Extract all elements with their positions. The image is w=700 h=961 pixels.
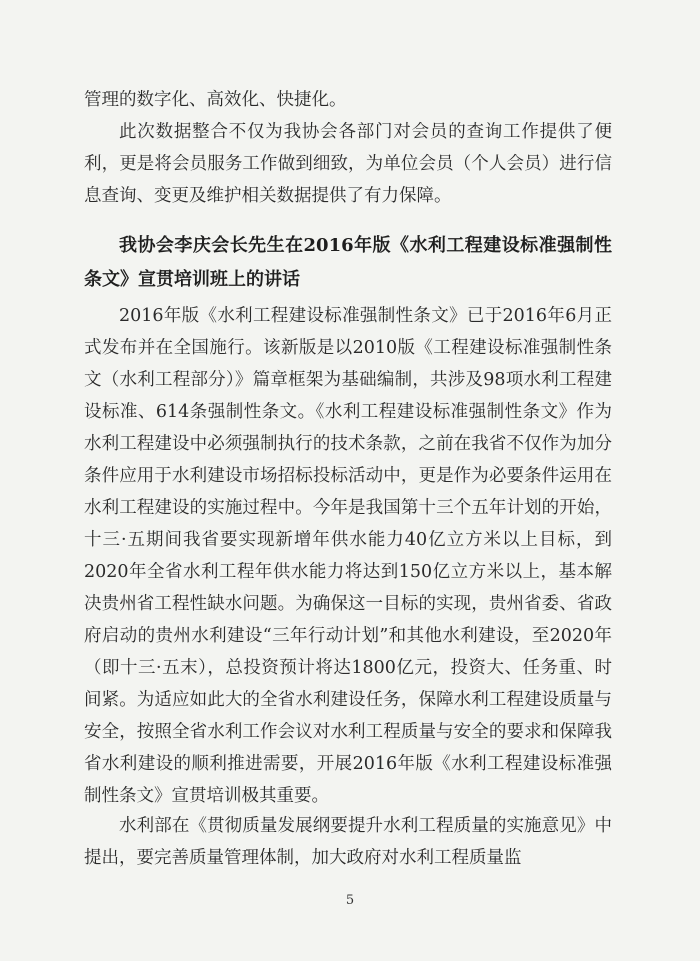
- paragraph-ministry-opinion-block: [84, 810, 612, 874]
- section-heading: 我协会李庆会长先生在2016年版《水利工程建设标准强制性条文》宣贯培训班上的讲话: [84, 235, 612, 290]
- paragraph-standards-release-block: [84, 300, 612, 812]
- page-number: 5: [345, 893, 355, 908]
- section-heading-block: [84, 229, 612, 297]
- paragraph-continuation-block: [84, 84, 612, 116]
- paragraph-standards-release: 2016年版《水利工程建设标准强制性条文》已于2016年6月正式发布并在全国施行。该新版是以2010版《工程建设标准强制性条文（水利工程部分）》篇章框架为基础编制，共涉及98项水利工程建设标准、614条强制性条文。《水利工程建设标准强制性条文》作为水利工程建设中必须强制执行的技术条款，之前在我省不仅作为加分条件应用于水利建设市场招标投标活动中，更是作为必要条件运用在水利工程建设的实施过程中。今年是我国第十三个五年计划的开始，十三·五期间我省要实现新增年供水能力40亿立方米以上目标，到2020年全省水利工程年供水能力将达到150亿立方米以上，基本解决贵州省工程性缺水问题。为确保这一目标的实现，贵州省委、省政府启动的贵州水利建设“三年行动计划”和其他水利建设，至2020年（即十三·五末），总投资预计将达1800亿元，投资大、任务重、时间紧。为适应如此大的全省水利建设任务，保障水利工程建设质量与安全，按照全省水利工作会议对水利工程质量与安全的要求和保障我省水利建设的顺利推进需要，开展2016年版《水利工程建设标准强制性条文》宣贯培训极其重要。: [84, 306, 612, 806]
- paragraph-ministry-opinion: 水利部在《贯彻质量发展纲要提升水利工程质量的实施意见》中提出，要完善质量管理体制，加大政府对水利工程质量监: [84, 816, 612, 868]
- paragraph-continuation: 管理的数字化、高效化、快捷化。: [84, 90, 347, 110]
- paragraph-data-integration-block: [84, 116, 612, 212]
- paragraph-data-integration: 此次数据整合不仅为我协会各部门对会员的查询工作提供了便利，更是将会员服务工作做到细致，为单位会员（个人会员）进行信息查询、变更及维护相关数据提供了有力保障。: [84, 122, 612, 206]
